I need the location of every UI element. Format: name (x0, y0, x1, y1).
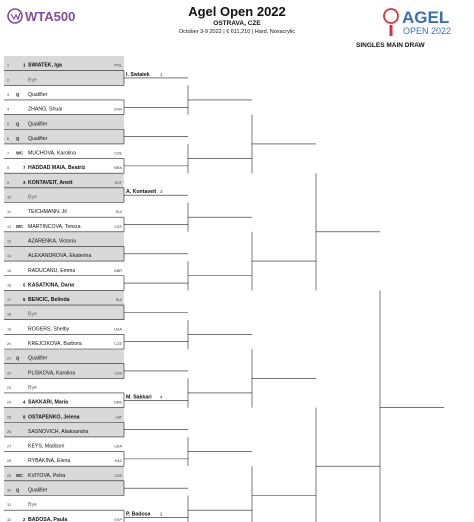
draw-position-number: 28 (7, 459, 12, 464)
player-name: Bye (28, 384, 37, 391)
player-name: SASNOVICH, Aliaksandra (28, 428, 89, 435)
draw-position-number: 29 (7, 473, 12, 478)
tournament-info: October 3-9 2022 | € 611,210 | Hard, Novacrylic (178, 29, 296, 35)
player-name: RADUCANU, Emma (28, 267, 76, 274)
draw-position-number: 18 (7, 312, 12, 317)
player-name: OSTAPENKO, Jelena (28, 414, 80, 421)
player-country: KAZ (114, 459, 122, 464)
player-name: ZHANG, Shuai (28, 106, 63, 113)
player-name: KEYS, Madison (28, 443, 65, 450)
player-country: BRA (114, 166, 122, 171)
player-name: Qualifier (28, 135, 48, 142)
draw-position-number: 15 (7, 268, 12, 273)
draw-position-number: 21 (7, 356, 12, 361)
winner-seed: 3 (160, 189, 163, 195)
player-name: PLISKOVA, Karolina (28, 370, 76, 377)
draw-position-number: 14 (7, 254, 12, 259)
winner-name: M. Sakkari (126, 394, 152, 401)
draw-name: SINGLES MAIN DRAW (356, 42, 425, 49)
draw-position-number: 13 (7, 239, 12, 244)
player-country: LAT (115, 415, 122, 420)
player-country: CZE (114, 151, 122, 156)
entry-type: WC (16, 223, 23, 229)
player-name: SAKKARI, Maria (28, 399, 69, 406)
draw-position-number: 11 (7, 210, 11, 215)
draw-position-number: 23 (7, 385, 12, 390)
seed-number: 3 (23, 179, 26, 185)
seed-number: 5 (23, 282, 26, 288)
player-name: RYBAKINA, Elena (28, 458, 71, 465)
player-country: GRE (113, 400, 122, 405)
player-country: USA (114, 444, 122, 449)
player-country: USA (114, 327, 122, 332)
player-name: KASATKINA, Daria (28, 282, 75, 289)
seed-number: 6 (23, 297, 26, 303)
player-name: MARTINCOVA, Tereza (28, 223, 81, 230)
winner-name: I. Swiatek (126, 71, 150, 78)
draw-position-number: 17 (7, 298, 12, 303)
player-name: KONTAVEIT, Anett (28, 179, 73, 186)
draw-position-number: 31 (7, 503, 12, 508)
player-country: GBR (113, 268, 122, 273)
player-name: Qualifier (28, 487, 48, 494)
agel-logo-text: AGEL (402, 8, 450, 27)
draw-position-number: 24 (7, 400, 12, 405)
seed-number: 2 (23, 516, 26, 522)
entry-type: Q (16, 355, 20, 361)
seed-number: 7 (23, 165, 26, 171)
draw-position-number: 27 (7, 444, 12, 449)
player-country: CZE (114, 371, 122, 376)
draw-position-number: 8 (7, 166, 10, 171)
winner-name: A. Kontaveit (126, 189, 157, 196)
draw-position-number: 2 (7, 78, 10, 83)
draw-position-number: 20 (7, 342, 12, 346)
player-name: Qualifier (28, 355, 48, 362)
draw-position-number: 6 (7, 136, 10, 141)
draw-position-number: 30 (7, 488, 12, 493)
draw-position-number: 25 (7, 415, 12, 420)
draw-position-number: 19 (7, 327, 12, 332)
agel-logo-subtext: OPEN 2022 (403, 26, 452, 36)
player-name: Qualifier (28, 91, 48, 98)
player-country: SUI (115, 298, 122, 303)
winner-seed: 1 (160, 71, 163, 77)
entry-type: Q (16, 487, 20, 493)
draw-position-number: 22 (7, 371, 12, 376)
draw-position-number: 26 (7, 429, 12, 434)
player-name: KREJCIKOVA, Barbora (28, 341, 82, 347)
draw-position-number: 12 (7, 224, 12, 229)
entry-type: Q (16, 121, 20, 127)
player-country: CZE (114, 342, 122, 346)
player-name: BENCIC, Belinda (28, 297, 70, 304)
player-name: Bye (28, 502, 37, 509)
draw-position-number: 1 (7, 63, 10, 68)
player-country: EST (114, 180, 122, 185)
player-name: ROGERS, Shelby (28, 326, 70, 333)
player-country: SUI (115, 210, 122, 215)
player-name: MUCHOVA, Karolina (28, 150, 77, 157)
player-name: Bye (28, 194, 37, 201)
draw-position-number: 4 (7, 107, 10, 112)
player-country: CZE (114, 473, 122, 478)
player-name: HADDAD MAIA, Beatriz (28, 165, 86, 172)
player-country: ESP (114, 517, 122, 522)
entry-type: Q (16, 91, 20, 97)
player-country: POL (114, 63, 122, 68)
draw-position-number: 5 (7, 122, 10, 127)
player-country: CZE (114, 224, 122, 229)
seed-number: 4 (23, 399, 26, 405)
player-name: KVITOVA, Petra (28, 472, 66, 479)
player-name: SWIATEK, Iga (28, 62, 62, 69)
tournament-title: Agel Open 2022 (188, 4, 286, 19)
player-name: AZARENKA, Victoria (28, 238, 77, 245)
seed-number: 1 (23, 62, 26, 68)
player-name: Bye (28, 311, 37, 318)
draw-position-number: 10 (7, 195, 12, 200)
player-name: ALEXANDROVA, Ekaterina (28, 253, 92, 260)
player-name: Bye (28, 77, 37, 84)
player-name: BADOSA, Paula (28, 516, 68, 522)
winner-seed: 4 (160, 394, 163, 400)
seed-number: 8 (23, 414, 26, 420)
player-name: Qualifier (28, 121, 48, 128)
draw-position-number: 3 (7, 92, 10, 97)
draw-position-number: 16 (7, 283, 12, 288)
winner-seed: 2 (160, 511, 163, 517)
wta500-logo-text: WTA500 (25, 9, 76, 24)
player-country: CHN (113, 107, 122, 112)
draw-position-number: 7 (7, 151, 10, 156)
tournament-location: OSTRAVA, CZE (213, 20, 261, 27)
player-name: TEICHMANN, Jil (28, 209, 67, 216)
entry-type: Q (16, 135, 20, 141)
entry-type: WC (16, 150, 23, 156)
winner-name: P. Badosa (126, 511, 151, 518)
draw-position-number: 9 (7, 180, 10, 185)
entry-type: WC (16, 472, 23, 478)
draw-position-number: 32 (7, 517, 12, 522)
